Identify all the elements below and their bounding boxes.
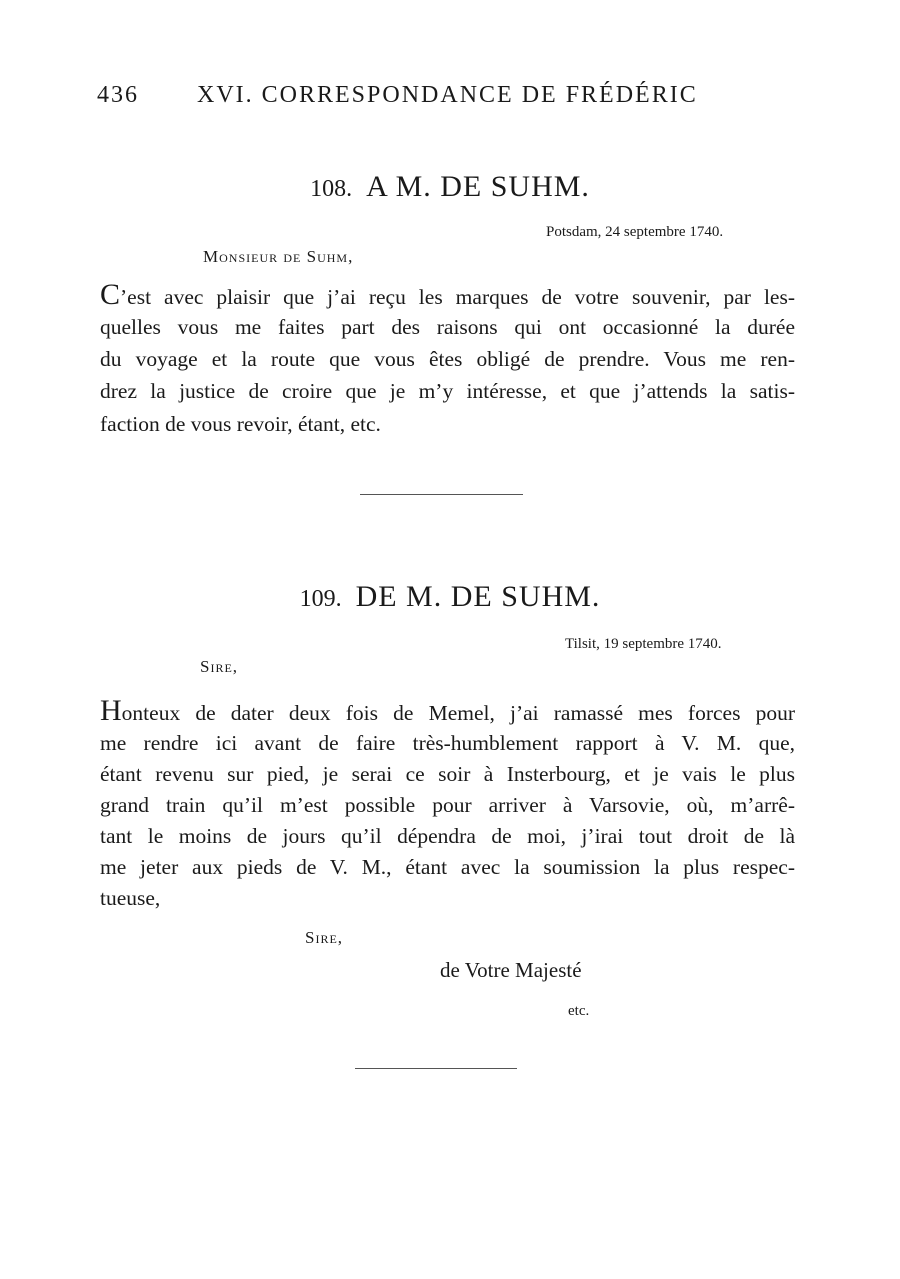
body-line: me jeter aux pieds de V. M., étant avec la soumission la plus respec- [100,855,795,879]
dateline: Potsdam, 24 septembre 1740. [546,224,724,240]
body-line: tant le moins de jours qu’il dépendra de moi, j’irai tout droit de là [100,824,795,848]
body-line: C’est avec plaisir que j’ai reçu les marques de votre souvenir, par les- [100,278,795,311]
body-line: du voyage et la route que vous êtes obligé de prendre. Vous me ren- [100,347,795,371]
body-line: faction de vous revoir, étant, etc. [100,412,381,436]
page-number: 436 [97,82,139,108]
body-line: tueuse, [100,886,161,910]
letter-title [0,580,900,614]
body-line: quelles vous me faites part des raisons qui ont occasionné la durée [100,315,795,339]
closing-salutation: Sire, [305,928,344,947]
letter-heading: A M. DE SUHM. [366,170,590,203]
letter-number: 108. [310,176,353,202]
salutation: Sire, [200,657,239,676]
letter-heading: DE M. DE SUHM. [355,580,601,613]
closing-etc: etc. [568,1003,590,1019]
drop-initial: C [100,278,121,311]
dateline: Tilsit, 19 septembre 1740. [565,636,722,652]
body-line: me rendre ici avant de faire très-humblement rapport à V. M. que, [100,731,795,755]
letter-title [0,170,900,204]
salutation: Monsieur de Suhm, [203,247,354,266]
letter-number: 109. [299,586,342,612]
body-line: drez la justice de croire que je m’y intéresse, et que j’attends la satis- [100,379,795,403]
running-title: XVI. CORRESPONDANCE DE FRÉDÉRIC [197,82,698,108]
body-line: grand train qu’il m’est possible pour arriver à Varsovie, où, m’arrê- [100,793,795,817]
section-divider [360,494,523,495]
closing-line: de Votre Majesté [440,958,582,982]
body-line: Honteux de dater deux fois de Memel, j’ai ramassé mes forces pour [100,694,795,727]
body-line: étant revenu sur pied, je serai ce soir à Insterbourg, et je vais le plus [100,762,795,786]
section-divider [355,1068,517,1069]
drop-initial: H [100,694,122,727]
